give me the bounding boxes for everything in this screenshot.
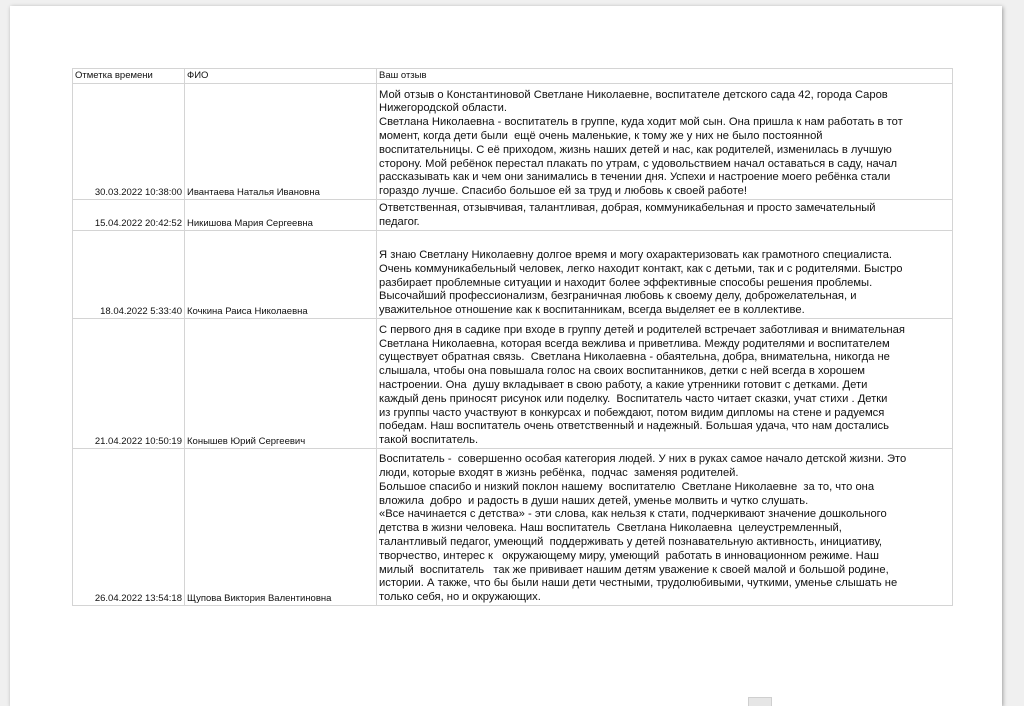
timestamp-cell: 15.04.2022 20:42:52: [73, 200, 185, 231]
header-row: [73, 69, 953, 84]
table-row: [73, 84, 953, 200]
name-cell: Конышев Юрий Сергеевич: [185, 319, 377, 449]
name-cell: Ивантаева Наталья Ивановна: [185, 84, 377, 200]
timestamp-cell: 30.03.2022 10:38:00: [73, 84, 185, 200]
timestamp-cell: 21.04.2022 10:50:19: [73, 319, 185, 449]
name-cell: Никишова Мария Сергеевна: [185, 200, 377, 231]
name-cell: Щупова Виктория Валентиновна: [185, 449, 377, 606]
review-cell: Воспитатель - совершенно особая категория людей. У них в руках самое начало детской жизни. Это люди, которые входят в жизнь ребёнка, подчас заменяя родителей. Большое спасибо и низкий поклон нашему воспитателю Светлане Николаевне за то, что она вложила добро и радость в души наших детей, уменье молвить и чутко слушать. «Все начинается с детства» - эти слова, как нельзя к стати, подчеркивают значение дошкольного детства в жизни человека. Наш воспитатель Светлана Николаевна целеустремленный, талантливый педагог, умеющий поддерживать у детей познавательную активность, инициативу, творчество, интерес к окружающему миру, умеющий работать в инновационном режиме. Наш милый воспитатель так же прививает нашим детям уважение к своей малой и большой родине, истории. А также, что бы были наши дети честными, трудолюбивыми, чуткими, уменье слышать не только себя, но и окружающих.: [377, 449, 953, 606]
reviews-table: [72, 68, 953, 606]
review-cell: Мой отзыв о Константиновой Светлане Николаевне, воспитателе детского сада 42, города Саров Нижегородской области. Светлана Николаевна - воспитатель в группе, куда ходит мой сын. Она пришла к нам работать в тот момент, когда дети были ещё очень маленькие, к тому же у них не было постоянной воспитательницы. С её приходом, жизнь наших детей и нас, как родителей, изменилась в лучшую сторону. Мой ребёнок перестал плакать по утрам, с удовольствием начал оставаться в саду, начал рассказывать как и чем они занимались в течении дня. Успехи и настроение моего ребёнка стали гораздо лучше. Спасибо большое ей за труд и любовь к своей работе!: [377, 84, 953, 200]
table-row: [73, 200, 953, 231]
table-row: [73, 231, 953, 319]
header-time: Отметка времени: [73, 69, 185, 84]
timestamp-cell: 26.04.2022 13:54:18: [73, 449, 185, 606]
table-row: [73, 319, 953, 449]
timestamp-cell: 18.04.2022 5:33:40: [73, 231, 185, 319]
header-review: Ваш отзыв: [377, 69, 953, 84]
review-cell: Я знаю Светлану Николаевну долгое время и могу охарактеризовать как грамотного специалиста. Очень коммуникабельный человек, легко находит контакт, как с детьми, так и с родителями. Быстро разбирает проблемные ситуации и находит более эффективные способы решения проблемы. Высочайший профессионализм, безграничная любовь к своему делу, доброжелательная, и уважительное отношение как к воспитанникам, всегда выделяет ее в коллективе.: [377, 231, 953, 319]
header-fio: ФИО: [185, 69, 377, 84]
name-cell: Кочкина Раиса Николаевна: [185, 231, 377, 319]
review-cell: Ответственная, отзывчивая, талантливая, добрая, коммуникабельная и просто замечательный педагог.: [377, 200, 953, 231]
review-cell: С первого дня в садике при входе в группу детей и родителей встречает заботливая и внимательная Светлана Николаевна, которая всегда вежлива и приветлива. Между родителями и воспитателем существует обратная связь. Светлана Николаевна - обаятельна, добра, внимательна, никогда не слышала, чтобы она повышала голос на своих воспитанников, детки с ней всегда в хорошем настроении. Она душу вкладывает в свою работу, а какие утренники готовит с детками. Дети каждый день приносят рисунок или поделку. Воспитатель часто читает сказки, учат стихи . Детки из группы часто участвуют в конкурсах и побеждают, потом видим дипломы на стене и радуемся победам. Наш воспитатель очень ответственный и надежный. Большая удача, что нам достались такой воспитатель.: [377, 319, 953, 449]
table-row: [73, 449, 953, 606]
document-page: [10, 6, 1002, 706]
page-scroll-tab[interactable]: [748, 697, 772, 706]
